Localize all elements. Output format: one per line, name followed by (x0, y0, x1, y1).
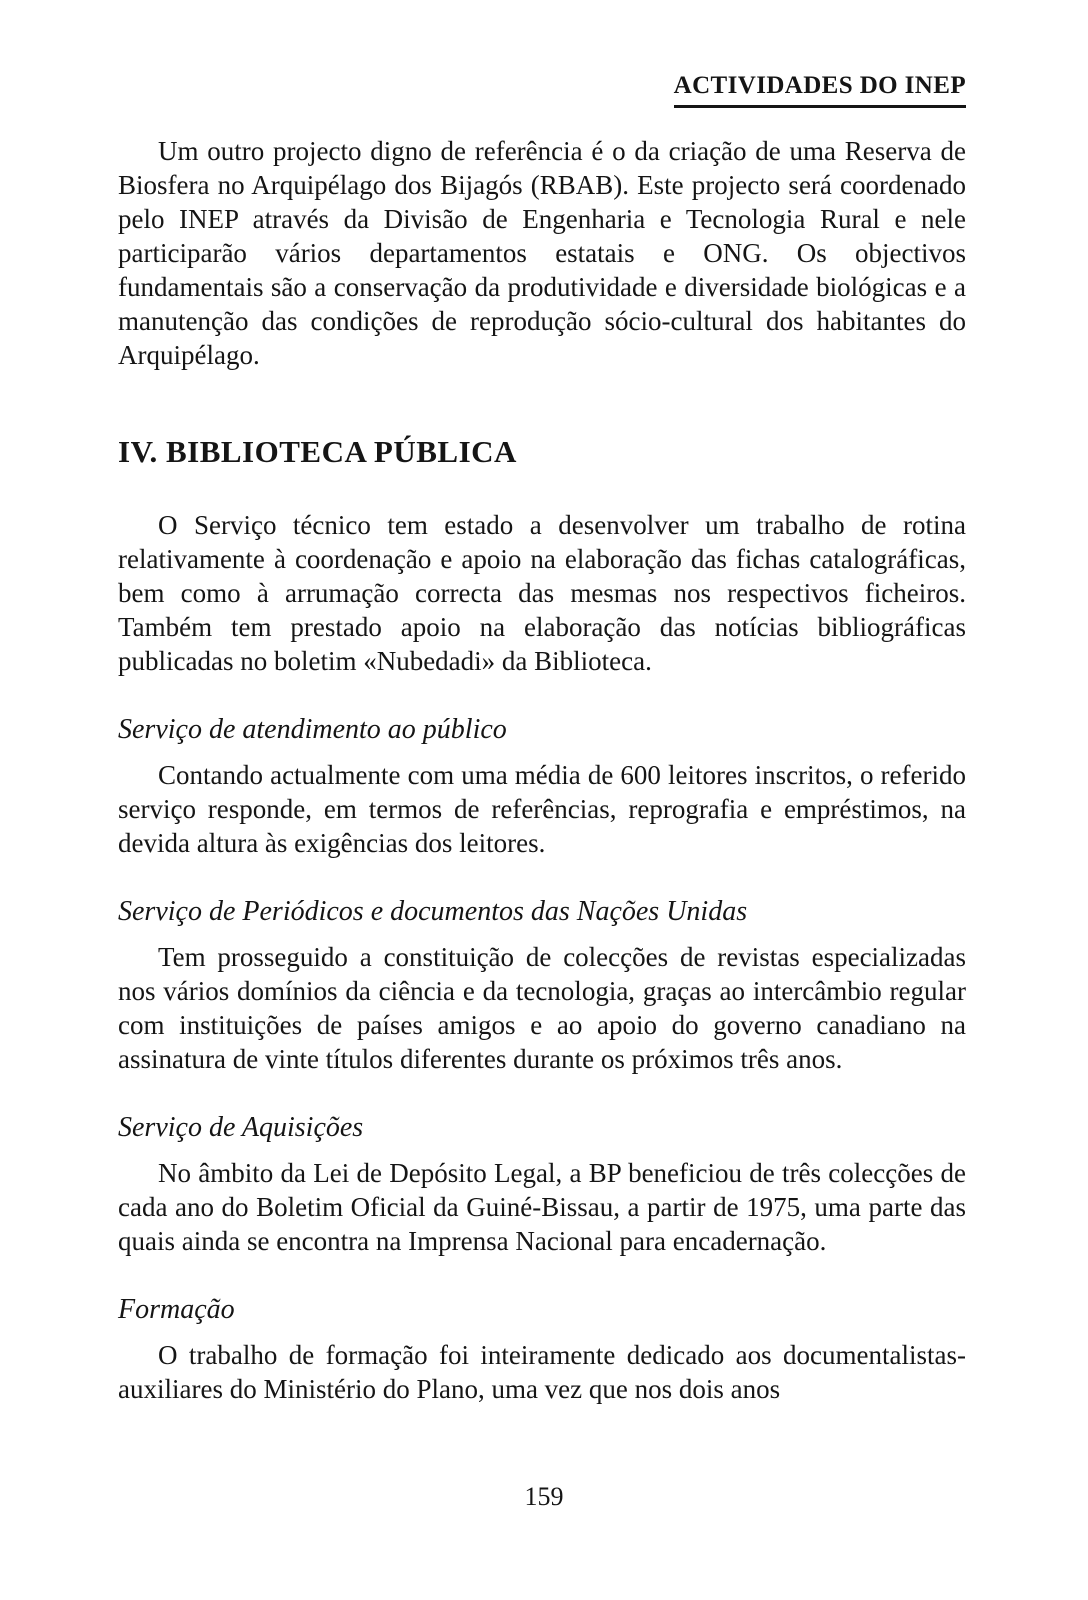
page-number: 159 (524, 1482, 564, 1511)
section-heading: IV. BIBLIOTECA PÚBLICA (118, 434, 517, 469)
running-header (118, 72, 966, 108)
running-header-text: ACTIVIDADES DO INEP (674, 72, 966, 108)
subsection-paragraph: Tem prosseguido a constituição de colecções de revistas especializadas nos vários domínios da ciência e da tecnologia, graças ao intercâmbio regular com instituições de países amigos e ao apoio do governo canadiano na assinatura de vinte títulos diferentes durante os próximos três anos. (118, 942, 966, 1074)
subsection-title: Serviço de Aquisições (118, 1112, 364, 1143)
intro-paragraph: Um outro projecto digno de referência é o da criação de uma Reserva de Biosfera no Arquipélago dos Bijagós (RBAB). Este projecto será coordenado pelo INEP através da Divisão de Engenharia e Tecnologia Rural e nele participarão vários departamentos estatais e ONG. Os objectivos fundamentais são a conservação da produtividade e diversidade biológicas e a manutenção das condições de reprodução sócio-cultural dos habitantes do Arquipélago. (118, 136, 966, 370)
subsection-paragraph: No âmbito da Lei de Depósito Legal, a BP beneficiou de três colecções de cada ano do Boletim Oficial da Guiné-Bissau, a partir de 1975, uma parte das quais ainda se encontra na Imprensa Nacional para encadernação. (118, 1158, 966, 1256)
subsection-title: Serviço de atendimento ao público (118, 714, 507, 745)
subsection-paragraph: Contando actualmente com uma média de 600 leitores inscritos, o referido serviço responde, em termos de referências, reprografia e empréstimos, na devida altura às exigências dos leitores. (118, 760, 966, 858)
subsection-paragraph: O trabalho de formação foi inteiramente dedicado aos documentalistas-auxiliares do Ministério do Plano, uma vez que nos dois anos (118, 1340, 966, 1404)
subsection-title: Formação (118, 1294, 235, 1325)
subsection-title: Serviço de Periódicos e documentos das Nações Unidas (118, 896, 748, 927)
section-intro-paragraph: O Serviço técnico tem estado a desenvolver um trabalho de rotina relativamente à coordenação e apoio na elaboração das fichas catalográficas, bem como à arrumação correcta das mesmas nos respectivos ficheiros. Também tem prestado apoio na elaboração das notícias bibliográficas publicadas no boletim «Nubedadi» da Biblioteca. (118, 510, 966, 676)
